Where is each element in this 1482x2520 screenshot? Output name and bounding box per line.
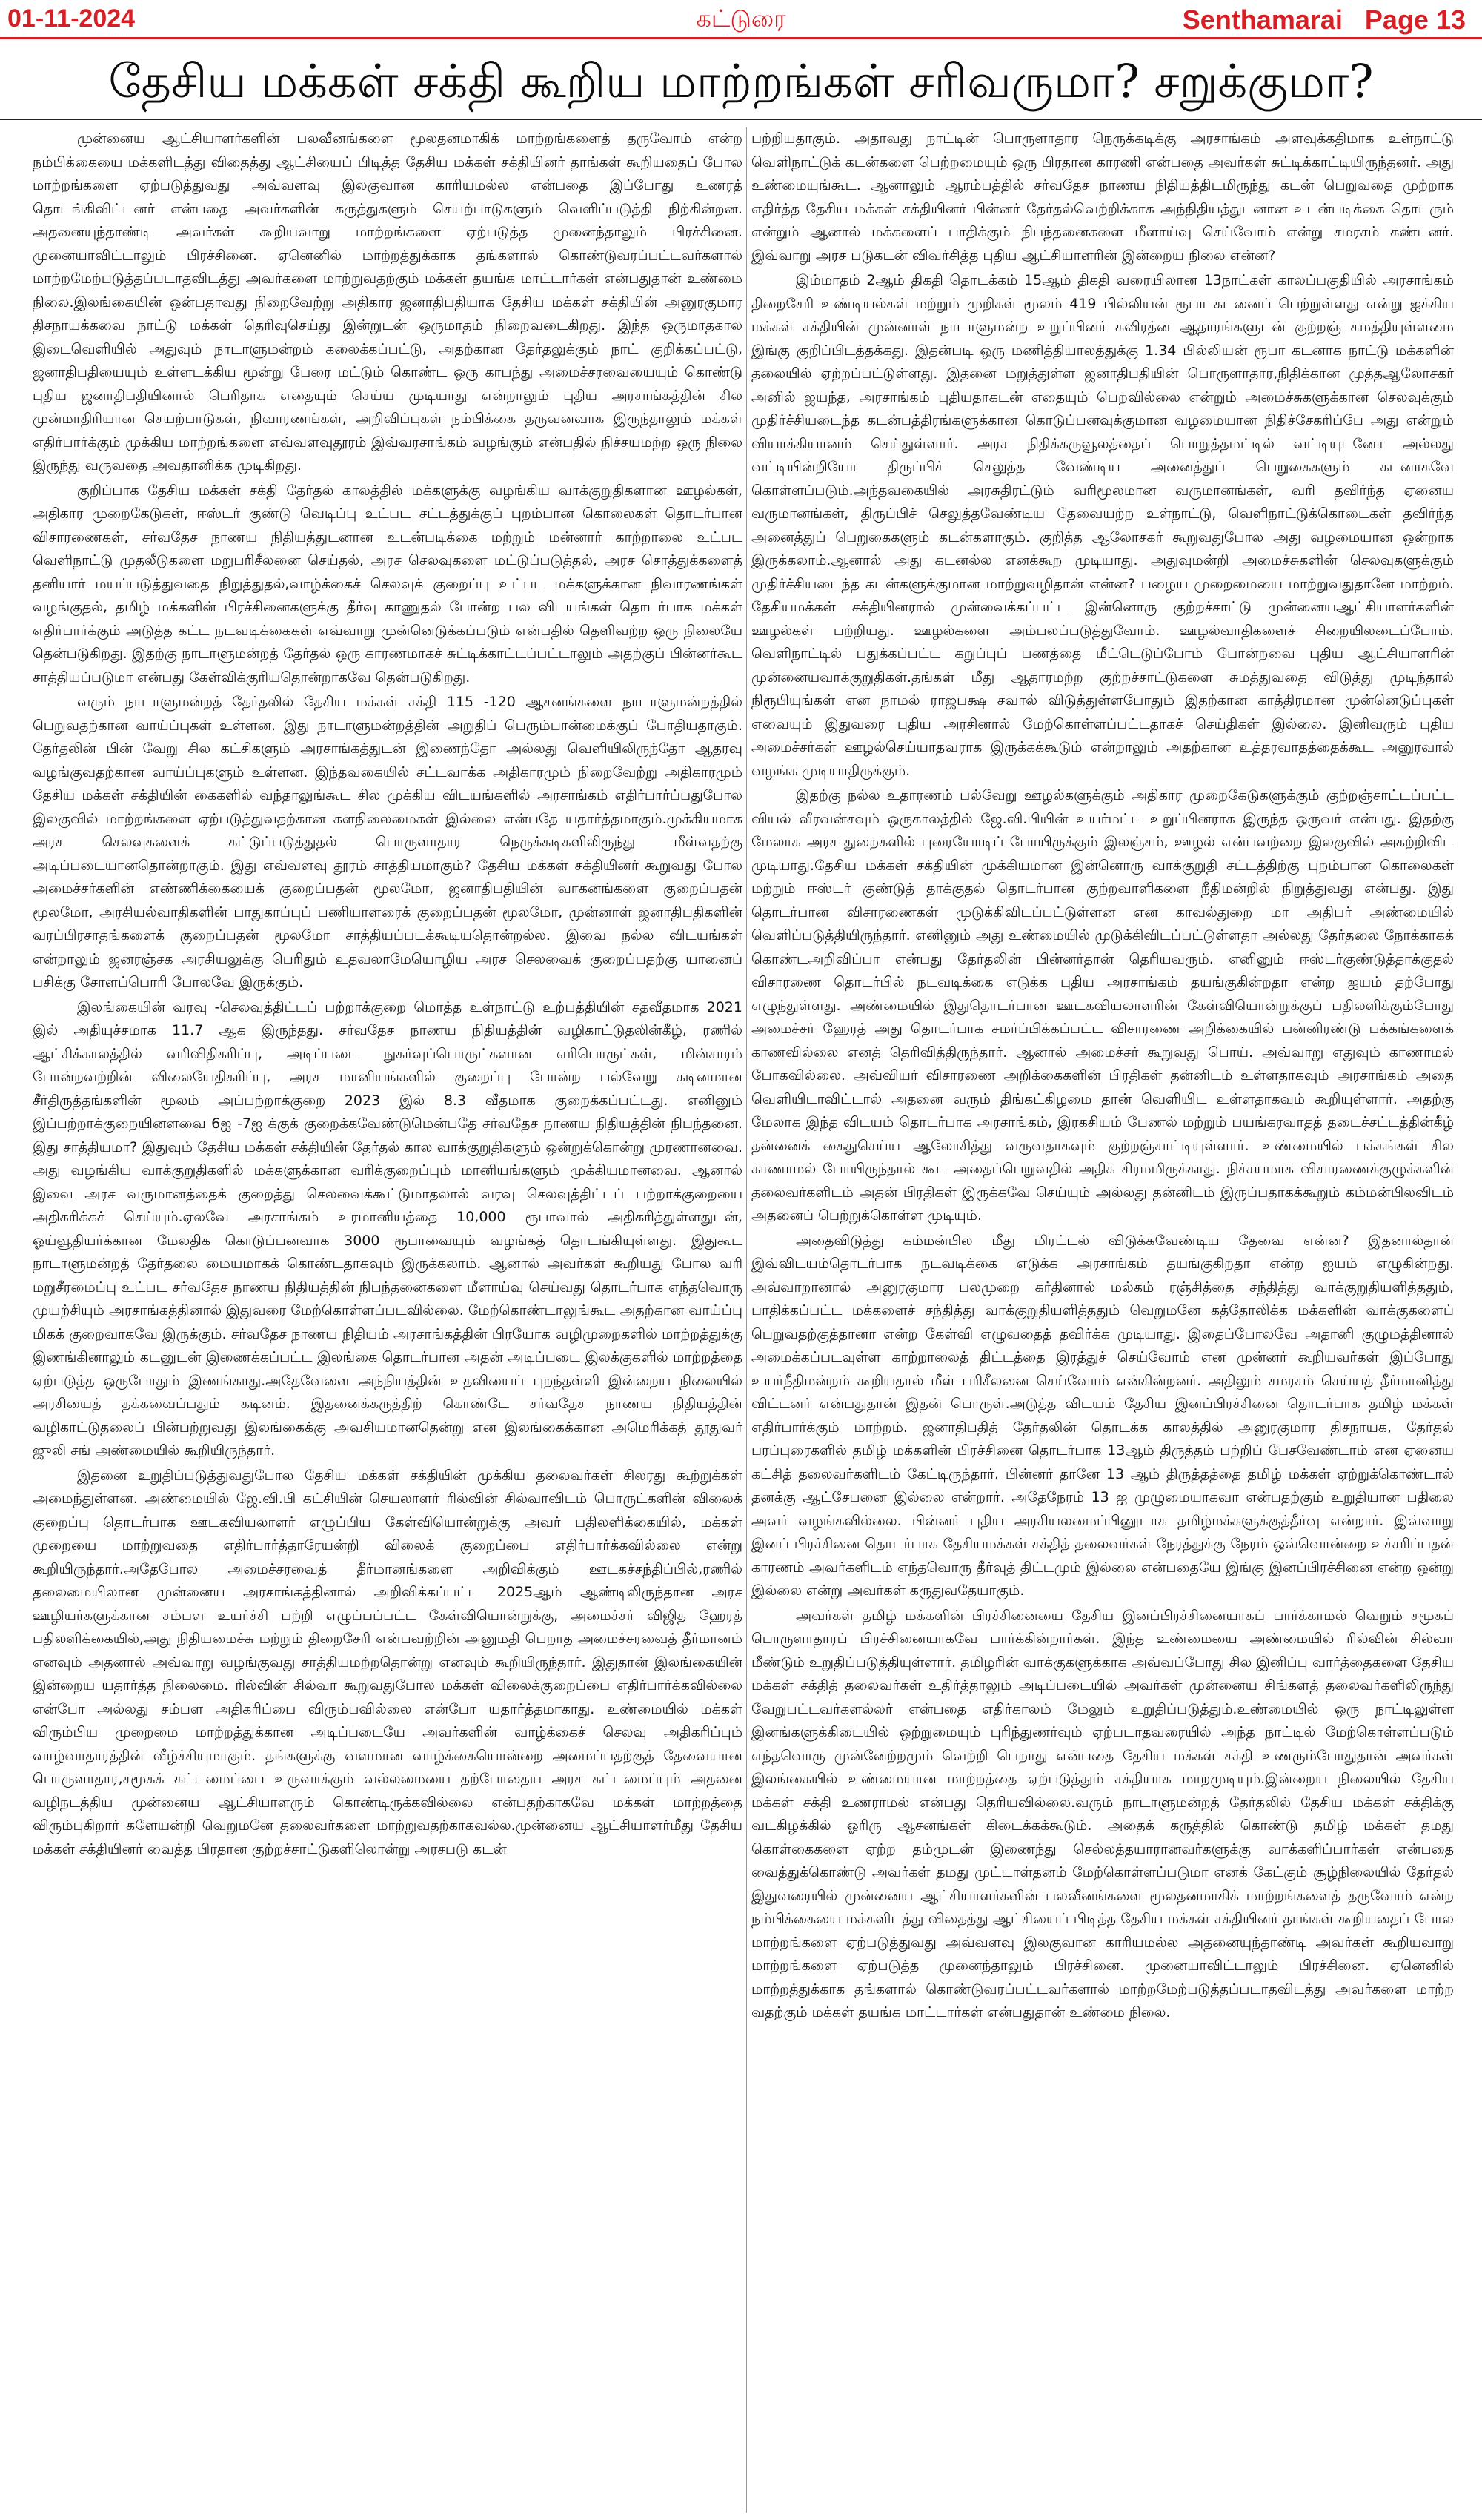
article-headline: தேசிய மக்கள் சக்தி கூறிய மாற்றங்கள் சரிவருமா? சறுக்குமா? bbox=[108, 54, 1374, 108]
page-header bbox=[0, 0, 1482, 41]
issue-date: 01-11-2024 bbox=[7, 4, 136, 33]
paragraph: அதைவிடுத்து கம்மன்பில மீது மிரட்டல் விடுக்கவேண்டிய தேவை என்ன? இதனால்தான் இவ்விடயம்தொடர்பாக நடவடிக்கை எடுக்க அரசாங்கம் தயங்குகிறதா என்ற ஐயம் எழுகின்றது. அவ்வாறானால் அனுரகுமார பலமுறை கர்தினால் மல்கம் ரஞ்சித்தை சந்தித்து வாக்குறுதியளித்ததும், பாதிக்கப்பட்ட மக்களைச் சந்தித்து வாக்குறுதியளித்ததும் வெறுமனே கத்தோலிக்க மக்களின் வாக்குகளைப் பெறுவதற்குத்தானா என்ற கேள்வி எழுவதைத் தவிர்க்க முடியாது. இதைப்போலவே அதானி குழுமத்தினால் அமைக்கப்படவுள்ள காற்றாலைத் திட்டத்தை இரத்துச் செய்வோம் என முன்னர் கூறியவர்கள் இப்போது உயர்நீதிமன்றம் கூறியதால் மீள் பரிசீலனை செய்வோம் என்கின்றனர். அதிலும் சமரசம் செய்யத் தீர்மானித்து விட்டனர் என்பதுதான் இதன் பொருள்.அடுத்த விடயம் தேசிய இனப்பிரச்சினை தொடர்பாக தமிழ் மக்கள் எதிர்பார்க்கும் மாற்றம். ஜனாதிபதித் தேர்தலின் தொடக்க காலத்தில் அனுரகுமார திசநாயக, தேர்தல் பரப்புரைகளில் தமிழ் மக்களின் பிரச்சினை தொடர்பாக 13ஆம் திருத்தம் பற்றிப் பேசவேண்டாம் என ஏனைய கட்சித் தலைவர்களிடம் கேட்டிருந்தார். பின்னர் தானே 13 ஆம் திருத்தத்தை தமிழ் மக்கள் ஏற்றுக்கொண்டால் தனக்கு ஆட்சேபனை இல்லை என்றார். அதேநேரம் 13 ஐ முழுமையாகவா என்பதற்கும் உறுதியான பதிலை அவர் வழங்கவில்லை. பின்னர் புதிய அரசியலமைப்பினூடாக தமிழ்மக்களுக்குத்தீர்வு என்றார். இவ்வாறு இனப் பிரச்சினை தொடர்பாக தேசியமக்கள் சக்தித் தலைவர்கள் நேரத்துக்கு நேரம் ஒவ்வொன்றை உச்சரிப்பதன் காரணம் அவர்களிடம் எந்தவொரு தீர்வுத் திட்டமும் இல்லை என்பதையே இங்கு இனப்பிரச்சினை என்ற ஒன்று இல்லை என்று அவர்கள் கருதுவதேயாகும். bbox=[751, 1232, 1454, 1599]
article-column-left bbox=[33, 127, 742, 2513]
paragraph: அவர்கள் தமிழ் மக்களின் பிரச்சினையை தேசிய இனப்பிரச்சினையாகப் பார்க்காமல் வெறும் சமூகப் பொருளாதாரப் பிரச்சினையாகவே பார்க்கின்றார்கள். இந்த உண்மையை அண்மையில் ரில்வின் சில்வா மீண்டும் உறுதிப்படுத்தியுள்ளார். தமிழரின் வாக்குகளுக்காக அவ்வப்போது சில இனிப்பு வார்த்தைகளை தேசிய மக்கள் சக்தித் தலைவர்கள் உதிர்த்தாலும் அடிப்படையில் அவர்கள் முன்னைய சிங்களத் தலைவர்களிலிருந்து வேறுபட்டவர்களல்லர் என்பதை எதிர்காலம் மேலும் உறுதிப்படுத்தும்.உண்மையில் ஒரு நாட்டிலுள்ள இனங்களுக்கிடையில் ஒற்றுமையும் புரிந்துணர்வும் ஏற்படாதவரையில் அந்த நாட்டில் மேற்கொள்ளப்படும் எந்தவொரு முன்னேற்றமும் வெற்றி பெறாது என்பதை தேசிய மக்கள் சக்தி உணரும்போதுதான் அவர்கள் இலங்கையில் உண்மையான மாற்றத்தை ஏற்படுத்தும் சக்தியாக மாறமுடியும்.இன்றைய நிலையில் தேசிய மக்கள் சக்தி உணராமல் என்பது தெரியவில்லை.வரும் நாடாளுமன்றத் தேர்தலில் தேசிய மக்கள் சக்திக்கு வடகிழக்கில் ஓரிரு ஆசனங்கள் கிடைக்கக்கூடும். அதைக் கருத்தில் கொண்டு தமிழ் மக்கள் தமது கொள்கைகளை ஏற்ற தம்முடன் இணைந்து செல்லத்தயாரானவர்களுக்கு வாக்களிப்பார்கள் என்பதை வைத்துக்கொண்டு அவர்கள் தமது முட்டாள்தனம் மேற்கொள்ளப்படுமா எனக் கேட்கும் சூழ்நிலையில் தேர்தல் இதுவரையில் முன்னைய ஆட்சியாளர்களின் பலவீனங்களை மூலதனமாகிக் மாற்றங்களைத் தருவோம் என்ற நம்பிக்கையை மக்களிடத்து விதைத்து ஆட்சியைப் பிடித்த தேசிய மக்கள் சக்தியினர் தாங்கள் கூறியதைப் போல மாற்றங்களை ஏற்படுத்துவது அவ்வளவு இலகுவான காரியமல்ல அதனையுந்தாண்டி அவர்கள் கூறியவாறு மாற்றங்களை ஏற்படுத்த முனைந்தாலும் பிரச்சினை. முனையாவிட்டாலும் பிரச்சினை. ஏனெனில் மாற்றத்துக்காக தங்களால் கொண்டுவரப்பட்டவர்களால் மாற்றமேற்படுத்தப்படாதவிடத்து அவர்களை மாற்ற வதற்கும் மக்கள் தயங்க மாட்டார்கள் என்பதுதான் உண்மை நிலை. bbox=[751, 1607, 1454, 2020]
paragraph: பற்றியதாகும். அதாவது நாட்டின் பொருளாதார நெருக்கடிக்கு அரசாங்கம் அளவுக்கதிமாக உள்நாட்டு வெளிநாட்டுக் கடன்களை பெற்றமையும் ஒரு பிரதான காரணி என்பதை அவர்கள் சுட்டிக்காட்டியிருந்தனர். அது உண்மையுங்கூட. ஆனாலும் ஆரம்பத்தில் சர்வதேச நாணய நிதியத்திடமிருந்து கடன் பெறுவதை முற்றாக எதிர்த்த தேசிய மக்கள் சக்தியினர் பின்னர் தேர்தல்வெற்றிக்காக அந்நிதியத்துடனான உடன்படிக்கை தொடரும் என்றும் ஆனால் மக்களைப் பாதிக்கும் நிபந்தனைகளை மீளாய்வு செய்வோம் என்று சமரசம் கண்டனர். இவ்வாறு அரச படுகடன் விவர்சித்த புதிய ஆட்சியாளரின் இன்றைய நிலை என்ன? bbox=[751, 130, 1454, 264]
publication-name: Senthamarai bbox=[1182, 4, 1343, 35]
article-column-right bbox=[751, 127, 1454, 2513]
publication-page bbox=[1183, 4, 1466, 36]
headline-rule bbox=[0, 119, 1482, 120]
paragraph: இலங்கையின் வரவு -செலவுத்திட்டப் பற்றாக்குறை மொத்த உள்நாட்டு உற்பத்தியின் சதவீதமாக 2021 இல் அதியுச்சமாக 11.7 ஆக இருந்தது. சர்வதேச நாணய நிதியத்தின் வழிகாட்டுதலின்கீழ், ரணில் ஆட்சிக்காலத்தில் வரிவிதிகரிப்பு, அடிப்படை நுகர்வுப்பொருட்களான எரிபொருட்கள், மின்சாரம் போன்றவற்றின் விலையேதிகரிப்பு, அரச மானியங்களில் குறைப்பு போன்ற பல்வேறு கடினமான சீர்திருத்தங்களின் மூலம் அப்பற்றாக்குறை 2023 இல் 8.3 வீதமாக குறைக்கப்பட்டது. எனினும் இப்பற்றாக்குறையினளவை 6ஐ -7ஐ க்குக் குறைக்கவேண்டுமென்பதே சர்வதேச நாணய நிதியத்தின் நிபந்தனை. இது சாத்தியமா? இதுவும் தேசிய மக்கள் சக்தியின் தேர்தல் கால வாக்குறுதிகளும் ஒன்றுக்கொன்று முரணானவை. அது வழங்கிய வாக்குறுதிகளில் மக்களுக்கான வரிக்குறைப்பும் மானியங்களும் முக்கியமானவை. ஆனால் இவை அரச வருமானத்தைக் குறைத்து செலவைக்கூட்டுமாதலால் வரவு செலவுத்திட்டப் பற்றாக்குறையை அதிகரிக்கச் செய்யும்.ஏலவே அரசாங்கம் உரமானியத்தை 10,000 ரூபாவால் அதிகரித்துள்ளதுடன், ஓய்வூதியர்க்கான மேலதிக கொடுப்பனவாக 3000 ரூபாவையும் வழங்கத் தொடங்கியுள்ளது. இதுகூட நாடாளுமன்றத் தேர்தலை மையமாகக் கொண்டதாகவும் இருக்கலாம். ஆனால் அவர்கள் கூறியது போல வரி மறுசீரமைப்பு உட்பட சர்வதேச நாணய நிதியத்தின் நிபந்தனைகளை மீளாய்வு செய்வது தொடர்பாக எந்தவொரு முயற்சியும் அரசாங்கத்தினால் இதுவரை மேற்கொள்ளப்படவில்லை. மேற்கொண்டாலுங்கூட அதற்கான வாய்ப்பு மிகக் குறைவாகவே இருக்கும். சர்வதேச நாணய நிதியம் அரசாங்கத்தின் பிரயோக வழிமுறைகளில் மாற்றத்துக்கு இணங்கினாலும் கடனுடன் இணைக்கப்பட்ட இலங்கை தொடர்பான அதன் அடிப்படை இலக்குகளில் மாற்றத்தை ஏற்படுத்த ஒருபோதும் இணங்காது.அதேவேளை அந்நியத்தின் உதவியைப் புறந்தள்ளி இன்றைய நிலையில் அரசியைத் தக்கவைப்பதும் கடினம். இதனைக்கருத்திற் கொண்டே சர்வதேச நாணய நிதியத்தின் வழிகாட்டுதலைப் பின்பற்றுவது இலங்கைக்கு அவசியமானதென்று என இலங்கைக்கான அமெரிக்கத் தூதுவர் ஜுலி சங் அண்மையில் கூறியிருந்தார். bbox=[33, 998, 742, 1459]
column-divider bbox=[746, 127, 747, 2513]
paragraph: இம்மாதம் 2ஆம் திகதி தொடக்கம் 15ஆம் திகதி வரையிலான 13நாட்கள் காலப்பகுதியில் அரசாங்கம் திறைசேரி உண்டியல்கள் மற்றும் முறிகள் மூலம் 419 பில்லியன் ரூபா கடனைப் பெற்றுள்ளது என்று ஐக்கிய மக்கள் சக்தியின் முன்னாள் நாடாளுமன்ற உறுப்பினர் கவிரத்ன ஆதாரங்களுடன் குற்றஞ் சுமத்தியுள்ளமை இங்கு குறிப்பிடத்தக்கது. இதன்படி ஒரு மணித்தியாலத்துக்கு 1.34 பில்லியன் ரூபா கடனாக நாட்டு மக்களின் தலையில் ஏற்றப்பட்டுள்ளது. இதனை மறுத்துள்ள ஜனாதிபதியின் பொருளாதார,நிதிக்கான முத்தஆலோசகர் அனில் ஜயந்த, அரசாங்கம் புதியதாகடன் எதையும் பெறவில்லை என்றும் அமைச்சுகளுக்கான செலவுக்கும் முதிர்ச்சியடைந்த கடன்பத்திரங்களுக்கான கொடுப்பனவுக்குமான வழமையான நிதிச்சேகரிப்பே அது என்றும் வியாக்கியானம் செய்துள்ளார். அரச நிதிக்கருவூலத்தைப் பொறுத்தமட்டில் வட்டியுடனோ அல்லது வட்டியின்றியோ திருப்பிச் செலுத்த வேண்டிய அனைத்துப் பெறுகைகளும் கடனாகவே கொள்ளப்படும்.அந்தவகையில் அரசுதிரட்டும் வரிமூலமான வருமானங்கள், வரி தவிர்ந்த ஏனைய வருமானங்கள், திருப்பிச் செலுத்தவேண்டிய தேவையற்ற உள்நாட்டு, வெளிநாட்டுக்கொடைகள் தவிர்ந்த அனைத்துப் பெறுகைகளும் கடன்களாகும். குறித்த ஆலோசகர் கூறுவதுபோல அது வழமையான ஒன்றாக இருக்கலாம்.ஆனால் அது கடனல்ல எனக்கூற முடியாது. அதுவுமன்றி அமைச்சுகளின் செலவுகளுக்கும் முதிர்ச்சியடைந்த கடன்களுக்குமான மாற்றுவழிதான் என்ன? பழைய முறைமையை மாற்றுவதுதானே மாற்றம். தேசியமக்கள் சக்தியினரால் முன்வைக்கப்பட்ட இன்னொரு குற்றச்சாட்டு முன்னையஆட்சியாளர்களின் ஊழல்கள் பற்றியது. ஊழல்களை அம்பலப்படுத்துவோம். ஊழல்வாதிகளைச் சிறையிலடைப்போம். வெளிநாட்டில் பதுக்கப்பட்ட கறுப்புப் பணத்தை மீட்டெடுப்போம் போன்றவை புதிய ஆட்சியாளரின் முன்னையவாக்குறுதிகள்.தங்கள் மீது ஆதாரமற்ற குற்றச்சாட்டுகளை சுமத்துவதை விடுத்து முடிந்தால் நிரூபியுங்கள் என நாமல் ராஜபக்ஷ சவால் விடுத்துள்ளபோதும் இதற்கான காத்திரமான முன்னெடுப்புகள் எவையும் இதுவரை புதிய அரசினால் மேற்கொள்ளப்பட்டதாகச் செய்திகள் இல்லை. இனிவரும் புதிய அமைச்சர்கள் ஊழல்செய்யாதவராக இருக்கக்கூடும் என்றாலும் அதற்கான உத்தரவாதத்தைக்கூட அனுரவால் வழங்க முடியாதிருக்கும். bbox=[751, 272, 1454, 779]
paragraph: இதற்கு நல்ல உதாரணம் பல்வேறு ஊழல்களுக்கும் அதிகார முறைகேடுகளுக்கும் குற்றஞ்சாட்டப்பட்ட வியல் வீரவன்சவும் ஒருகாலத்தில் ஜே.வி.பியின் உயர்மட்ட உறுப்பினராக இருந்த ஒருவர் என்பது. இதற்கு மேலாக அரச துறைகளில் புரையோடிப் போயிருக்கும் இலஞ்சம், ஊழல் என்பவற்றை இலகுவில் அகற்றிவிட முடியாது.தேசிய மக்கள் சக்தியின் முக்கியமான இன்னொரு வாக்குறுதி சட்டத்திற்கு புறம்பான கொலைகள் மற்றும் ஈஸ்டர் குண்டுத் தாக்குதல் தொடர்பான குற்றவாளிகளை நீதிமன்றில் நிறுத்துவது என்பது. இது தொடர்பான விசாரணைகள் முடுக்கிவிடப்பட்டுள்ளன என காவல்துறை மா அதிபர் அண்மையில் வெளிப்படுத்தியிருந்தார். எனினும் அது உண்மையில் முடுக்கிவிடப்பட்டுள்ளதா அல்லது தேர்தலை நோக்காகக் கொண்டஅறிவிப்பா என்பது தேர்தலின் பின்னர்தான் தெரியவரும். எனினும் ஈஸ்டர்குண்டுத்தாக்குதல் விசாரணை தொடர்பில் நடவடிக்கை எடுக்க புதிய அரசாங்கம் தயங்குகின்றதா என்ற ஐயம் தற்போது எழுந்துள்ளது. அண்மையில் இதுதொடர்பான ஊடகவியலாளரின் கேள்வியொன்றுக்குப் பதிலளிக்கும்போது அமைச்சர் ஹேரத் அது தொடர்பாக சமர்ப்பிக்கப்பட்ட விசாரணை அறிக்கையில் பன்னிரண்டு பக்கங்களைக் காணவில்லை எனத் தெரிவித்திருந்தார். ஆனால் அமைச்சர் கூறுவது பொய். அவ்வாறு எதுவும் காணாமல் போகவில்லை. அவ்வியர் விசாரணை அறிக்கைகளின் பிரதிகள் தன்னிடம் உள்ளதாகவும் அரசாங்கம் அதை வெளியிடாவிட்டால் அதனை வரும் திங்கட்கிழமை தான் வெளியிட உள்ளதாகவும் கூறியுள்ளார். அதற்கு மேலாக இந்த விடயம் தொடர்பாக அரசாங்கம், இரகசியம் பேணல் மற்றும் பயங்கரவாதத் தடைச்சட்டத்தின்கீழ் தன்னைக் கைதுசெய்ய ஆலோசித்து வருவதாகவும் குற்றஞ்சாட்டியுள்ளார். உண்மையில் பக்கங்கள் சில காணாமல் போயிருந்தால் கூட அதைப்பெறுவதில் அதிக சிரமமிருக்காது. நிச்சயமாக விசாரணைக்குழுக்களின் தலைவர்களிடம் அதன் பிரதிகள் இருக்கவே செய்யும் அல்லது தன்னிடம் இருப்பதாகக்கூறும் கம்மன்பிலவிடம் அதனைப் பெற்றுக்கொள்ள முடியும். bbox=[751, 787, 1454, 1224]
section-label: கட்டுரை bbox=[696, 4, 786, 33]
paragraph: வரும் நாடாளுமன்றத் தேர்தலில் தேசிய மக்கள் சக்தி 115 -120 ஆசனங்களை நாடாளுமன்றத்தில் பெறுவதற்கான வாய்ப்புகள் உள்ளன. இது நாடாளுமன்றத்தின் அறுதிப் பெரும்பான்மைக்குப் போதியதாகும். தேர்தலின் பின் வேறு சில கட்சிகளும் அரசாங்கத்துடன் இணைந்தோ அல்லது வெளியிலிருந்தோ ஆதரவு வழங்குவதற்கான வாய்ப்புகளும் உள்ளன. இந்தவகையில் சட்டவாக்க அதிகாரமும் நிறைவேற்று அதிகாரமும் தேசிய மக்கள் சக்தியின் கைகளில் வந்தாலுங்கூட சில முக்கிய விடயங்களில் அரசாங்கம் எதிர்பார்ப்பதுபோல இலகுவில் மாற்றங்களை ஏற்படுத்துவதற்கான களநிலைமைகள் இல்லை என்பதே யதார்த்தமாகும்.முக்கியமாக அரச செலவுகளைக் கட்டுப்படுத்துதல் பொருளாதார நெருக்கடிகளிலிருந்து மீள்வதற்கு அடிப்படையானதொன்றாகும். இது எவ்வளவு தூரம் சாத்தியமாகும்? தேசிய மக்கள் சக்தியினர் கூறுவது போல அமைச்சர்களின் எண்ணிக்கையைக் குறைப்பதன் மூலமோ, ஜனாதிபதியின் வாகனங்களை குறைப்பதன் மூலமோ, அரசியல்வாதிகளின் பாதுகாப்புப் பணியாளரைக் குறைப்பதன் மூலமோ, முன்னாள் ஜனாதிபதிகளின் வரப்பிரசாதங்களைக் குறைப்பதன் மூலமோ சாத்தியப்படக்கூடியதொன்றல்ல. இவை நல்ல விடயங்கள் என்றாலும் ஜனரஞ்சக அரசியலுக்கு பெரிதும் உதவலாமேயொழிய அரச செலவைக் குறைப்பதற்கு யானைப் பசிக்கு சோளப்பொரி போலவே இருக்கும். bbox=[33, 694, 742, 990]
paragraph: முன்னைய ஆட்சியாளர்களின் பலவீனங்களை மூலதனமாகிக் மாற்றங்களைத் தருவோம் என்ற நம்பிக்கையை மக்களிடத்து விதைத்து ஆட்சியைப் பிடித்த தேசிய மக்கள் சக்தியினர் தாங்கள் கூறியதைப் போல மாற்றங்களை ஏற்படுத்துவது அவ்வளவு இலகுவான காரியமல்ல என்பதை இப்போது உணரத் தொடங்கிவிட்டனர் என்பதை அவர்களின் கருத்துகளும் செயற்பாடுகளும் வெளிப்படுத்தி நிற்கின்றன. அதனையுந்தாண்டி அவர்கள் கூறியவாறு மாற்றங்களை ஏற்படுத்த முனைந்தாலும் பிரச்சினை. முனையாவிட்டாலும் பிரச்சினை. ஏனெனில் மாற்றத்துக்காக தங்களால் கொண்டுவரப்பட்டவர்களால் மாற்றமேற்படுத்தப்படாதவிடத்து அவர்களை மாற்றுவதற்கும் மக்கள் தயங்க மாட்டார்கள் என்பதுதான் உண்மை நிலை.இலங்கையின் ஒன்பதாவது நிறைவேற்று அதிகார ஜனாதிபதியாக தேசிய மக்கள் சக்தியின் அனுரகுமார திசநாயக்கவை நாட்டு மக்கள் தெரிவுசெய்து இன்றுடன் ஒருமாதம் நிறைவடைகிறது. இந்த ஒருமாதகால இடைவெளியில் அதுவும் நாடாளுமன்றம் கலைக்கப்பட்டு, அதற்கான தேர்தலுக்கும் நாட் குறிக்கப்பட்டு, ஜனாதிபதியையும் உள்ளடக்கிய மூன்று பேரை மட்டும் கொண்ட ஒரு காபந்து அமைச்சரவையையும் கொண்டு புதிய ஜனாதிபதியினால் பெரிதாக எதையும் செய்ய முடியாது என்றாலும் புதிய அரசாங்கத்தின் சில முன்மாதிரியான செயற்பாடுகள், நிவாரணங்கள், அறிவிப்புகள் நம்பிக்கை தருவனவாக இருந்தாலும் மக்கள் எதிர்பார்க்கும் முக்கிய மாற்றங்களை எவ்வளவுதூரம் இவ்வரசாங்கம் வழங்கும் என்பதில் நிச்சயமற்ற ஒரு நிலை இருந்து வருவதை அவதானிக்க முடிகிறது. bbox=[33, 130, 742, 474]
page-number: Page 13 bbox=[1364, 4, 1466, 35]
paragraph: இதனை உறுதிப்படுத்துவதுபோல தேசிய மக்கள் சக்தியின் முக்கிய தலைவர்கள் சிலரது கூற்றுக்கள் அமைந்துள்ளன. அண்மையில் ஜே.வி.பி கட்சியின் செயலாளர் ரில்வின் சில்வாவிடம் பொருட்களின் விலைக் குறைப்பு தொடர்பாக ஊடகவியலாளர் எழுப்பிய கேள்வியொன்றுக்கு அவர் பதிலளிக்கையில், மக்கள் முறையை மாற்றுவதை எதிர்பார்த்தாரேயன்றி விலைக் குறைப்பை எதிர்பார்க்கவில்லை என்று கூறியிருந்தார்.அதேபோல அமைச்சரவைத் தீர்மானங்களை அறிவிக்கும் ஊடகச்சந்திப்பில்,ரணில் தலைமையிலான முன்னைய அரசாங்கத்தினால் அறிவிக்கப்பட்ட 2025ஆம் ஆண்டிலிருந்தான அரச ஊழியர்களுக்கான சம்பள உயர்ச்சி பற்றி எழுப்பப்பட்ட கேள்வியொன்றுக்கு, அமைச்சர் விஜித ஹேரத் பதிலளிக்கையில்,அது நிதியமைச்சு மற்றும் திறைசேரி என்பவற்றின் அனுமதி பெறாத அமைச்சரவைத் தீர்மானம் எனவும் அதனால் அவ்வாறு வழங்குவது சாத்தியமற்றதொன்று எனவும் கூறியிருந்தார். இதுதான் இலங்கையின் இன்றைய யதார்த்த நிலைமை. ரில்வின் சில்வா கூறுவதுபோல மக்கள் விலைக்குறைப்பை எதிர்பார்க்கவில்லை என்போ அல்லது சம்பள அதிகரிப்பை விரும்பவில்லை என்போ யதார்த்தமாகாது. உண்மையில் மக்கள் விரும்பிய முறைமை மாற்றத்துக்கான அடிப்படையே அவர்களின் வாழ்க்கைச் செலவு அதிகரிப்பும் வாழ்வாதாரத்தின் வீழ்ச்சியுமாகும். தங்களுக்கு வளமான வாழ்க்கையொன்றை அமைப்பதற்குத் தேவையான பொருளாதார,சமூகக் கட்டமைப்பை உருவாக்கும் வல்லமையை தற்போதைய அரச கட்டமைப்பும் அதனை வழிநடத்திய முன்னைய ஆட்சியாளரும் கொண்டிருக்கவில்லை என்பதற்காகவே மக்கள் மாற்றத்தை விரும்புகிறார் களேயன்றி வெறுமனே தலைவர்களை மாற்றுவதற்காகவல்ல.முன்னைய ஆட்சியாளர்மீது தேசிய மக்கள் சக்தியினர் வைத்த பிரதான குற்றச்சாட்டுகளிலொன்று அரசபடு கடன் bbox=[33, 1467, 742, 1857]
header-rule bbox=[0, 37, 1482, 39]
paragraph: குறிப்பாக தேசிய மக்கள் சக்தி தேர்தல் காலத்தில் மக்களுக்கு வழங்கிய வாக்குறுதிகளான ஊழல்கள், அதிகார முறைகேடுகள், ஈஸ்டர் குண்டு வெடிப்பு உட்பட சட்டத்துக்குப் புறம்பான கொலைகள் தொடர்பான விசாரணைகள், சர்வதேச நாணய நிதியத்துடனான உடன்படிக்கை மற்றும் மன்னார் காற்றாலை உட்பட வெளிநாட்டு முதலீடுகளை மறுபரிசீலனை செய்தல், அரச செலவுகளை மட்டுப்படுத்தல், அரச சொத்துக்களைத் தனியார் மயப்படுத்துவதை நிறுத்துதல்,வாழ்க்கைச் செலவுக் குறைப்பு உட்பட மக்களுக்கான நிவாரணங்கள் வழங்குதல், தமிழ் மக்களின் பிரச்சினைகளுக்கு தீர்வு காணுதல் போன்ற பல விடயங்கள் தொடர்பாக மக்கள் எதிர்பார்க்கும் அடுத்த கட்ட நடவடிக்கைகள் எவ்வாறு முன்னெடுக்கப்படும் என்பதில் தெளிவற்ற ஒரு நிலையே தென்படுகிறது. இதற்கு நாடாளுமன்றத் தேர்தல் ஒரு காரணமாகச் சுட்டிக்காட்டப்பட்டாலும் அதற்குப் பின்னர்கூட சாத்தியப்படுமா என்பது கேள்விக்குரியதொன்றாகவே தென்படுகிறது. bbox=[33, 482, 742, 686]
